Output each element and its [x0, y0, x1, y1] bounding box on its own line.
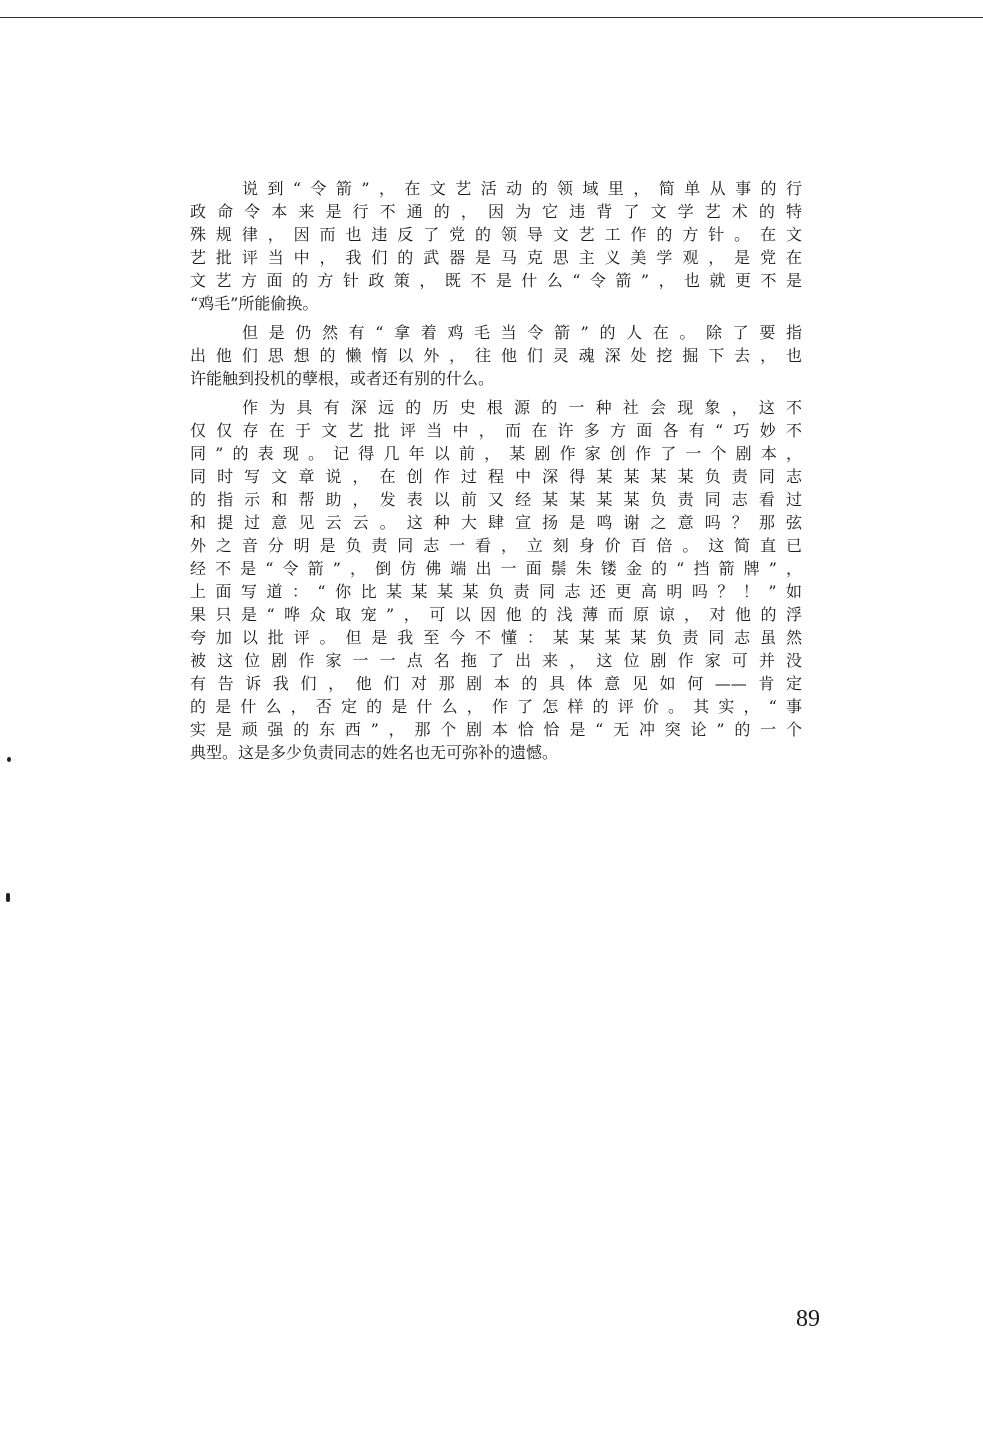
top-border-line	[0, 0, 983, 18]
page-body-text	[190, 176, 802, 769]
text-line: 文艺方面的方针政策，既不是什么“令箭”，也就更不是	[190, 271, 802, 290]
text-line: 许能触到投机的孽根，或者还有别的什么。	[190, 369, 495, 388]
text-line: 被这位剧作家一一点名拖了出来，这位剧作家可并没	[190, 651, 802, 670]
text-line: 殊规律，因而也违反了党的领导文艺工作的方针。在文	[190, 225, 802, 244]
paragraph-1	[190, 176, 802, 314]
text-line: 的指示和帮助，发表以前又经某某某某负责同志看过	[190, 490, 802, 509]
text-line: 同时写文章说，在创作过程中深得某某某某负责同志	[190, 467, 802, 486]
text-line: 出他们思想的懒惰以外，往他们灵魂深处挖掘下去，也	[190, 346, 802, 365]
text-line: 同”的表现。记得几年以前，某剧作家创作了一个剧本，	[190, 444, 802, 463]
paragraph-3	[190, 395, 802, 763]
text-line: 艺批评当中，我们的武器是马克思主义美学观，是党在	[190, 248, 802, 267]
scan-speck	[6, 893, 10, 902]
text-line: 夸加以批评。但是我至今不懂：某某某某负责同志虽然	[190, 628, 802, 647]
scan-speck	[7, 757, 11, 762]
text-line: 外之音分明是负责同志一看，立刻身价百倍。这简直已	[190, 536, 802, 555]
text-line: “鸡毛”所能偷换。	[190, 294, 319, 313]
text-line: 实是顽强的东西”，那个剧本恰恰是“无冲突论”的一个	[190, 720, 802, 739]
text-line: 但是仍然有“拿着鸡毛当令箭”的人在。除了要指	[242, 323, 802, 342]
text-line: 典型。这是多少负责同志的姓名也无可弥补的遗憾。	[190, 743, 559, 762]
text-line: 有告诉我们，他们对那剧本的具体意见如何——肯定	[190, 674, 802, 693]
page-number: 89	[796, 1306, 820, 1332]
text-line: 政命令本来是行不通的，因为它违背了文学艺术的特	[190, 202, 802, 221]
text-line: 上面写道：“你比某某某某负责同志还更高明吗？！”如	[190, 582, 802, 601]
paragraph-2	[190, 320, 802, 389]
text-line: 和提过意见云云。这种大肆宣扬是鸣谢之意吗？那弦	[190, 513, 802, 532]
text-line: 经不是“令箭”，倒仿佛端出一面鬃朱镂金的“挡箭牌”，	[190, 559, 802, 578]
text-line: 的是什么，否定的是什么，作了怎样的评价。其实，“事	[190, 697, 802, 716]
text-line: 仅仅存在于文艺批评当中，而在许多方面各有“巧妙不	[190, 421, 802, 440]
text-line: 作为具有深远的历史根源的一种社会现象，这不	[242, 398, 802, 417]
text-line: 说到“令箭”，在文艺活动的领域里，简单从事的行	[242, 179, 802, 198]
text-line: 果只是“哗众取宠”，可以因他的浅薄而原谅，对他的浮	[190, 605, 802, 624]
